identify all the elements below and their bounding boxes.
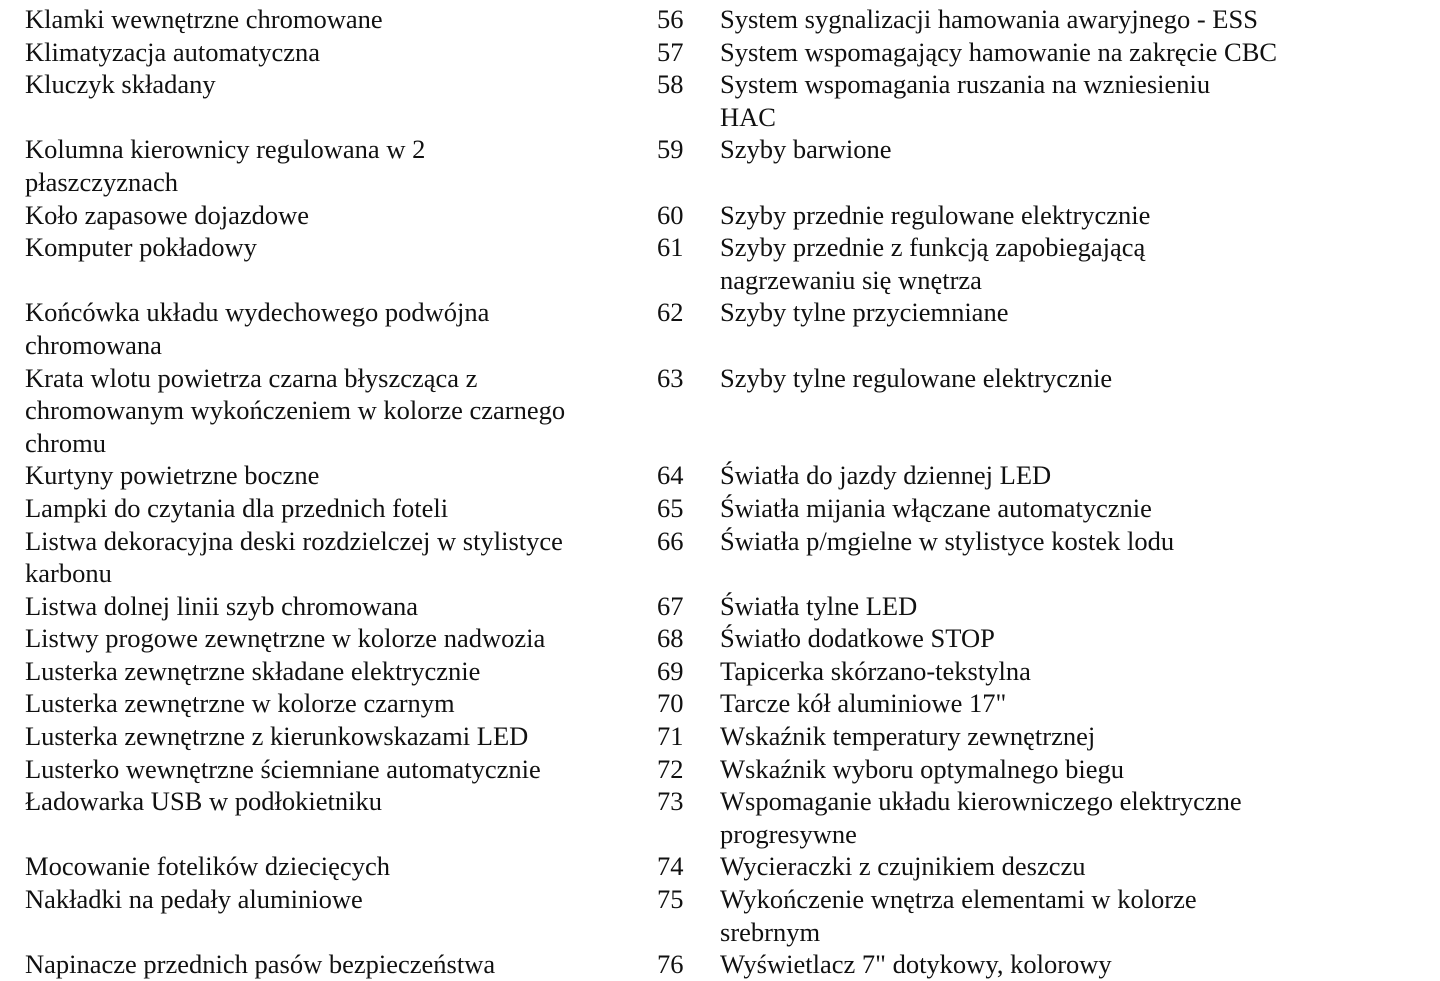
item-number: 72 (657, 753, 684, 784)
right-item-text: Wyświetlacz 7" dotykowy, kolorowy (720, 949, 1112, 980)
left-item-text: Listwa dolnej linii szyb chromowana (25, 590, 418, 621)
list-row (0, 753, 1440, 786)
right-item-text: Tarcze kół aluminiowe 17" (720, 688, 1007, 719)
item-number: 63 (657, 362, 684, 393)
left-item-text: Lusterka zewnętrzne z kierunkowskazami LED (25, 721, 529, 752)
right-item-text: Wspomaganie układu kierowniczego elektryczne progresywne (720, 786, 1242, 849)
right-item-text: System wspomagania ruszania na wzniesieniu HAC (720, 69, 1211, 132)
list-row (0, 948, 1440, 981)
left-item-text: Koło zapasowe dojazdowe (25, 199, 310, 230)
item-number: 59 (657, 134, 684, 165)
item-number: 67 (657, 590, 684, 621)
item-number: 73 (657, 786, 684, 817)
right-item-text: Szyby barwione (720, 134, 892, 165)
list-row (0, 590, 1440, 623)
left-item-text: Mocowanie fotelików dziecięcych (25, 851, 390, 882)
left-item-text: Klamki wewnętrzne chromowane (25, 4, 383, 34)
list-row (0, 296, 1440, 361)
left-item-text: Kolumna kierownicy regulowana w 2 płaszczyznach (25, 134, 426, 197)
left-item-text: Listwy progowe zewnętrzne w kolorze nadwozia (25, 623, 546, 654)
item-number: 76 (657, 949, 684, 980)
item-number: 71 (657, 721, 684, 752)
left-item-text: Listwa dekoracyjna deski rozdzielczej w stylistyce karbonu (25, 525, 563, 589)
item-number: 58 (657, 69, 684, 100)
right-item-text: Światła tylne LED (720, 590, 918, 621)
item-number: 62 (657, 297, 684, 328)
list-row (0, 36, 1440, 69)
item-number: 68 (657, 623, 684, 654)
list-row (0, 622, 1440, 655)
item-number: 75 (657, 884, 684, 915)
right-item-text: Tapicerka skórzano-tekstylna (720, 655, 1031, 686)
right-item-text: Wskaźnik temperatury zewnętrznej (720, 721, 1096, 752)
right-item-text: Wskaźnik wyboru optymalnego biegu (720, 753, 1125, 784)
left-item-text: Klimatyzacja automatyczna (25, 36, 321, 67)
right-item-text: Światła mijania włączane automatycznie (720, 492, 1152, 523)
list-row (0, 362, 1440, 460)
list-row (0, 850, 1440, 883)
item-number: 69 (657, 655, 684, 686)
left-item-text: Lampki do czytania dla przednich foteli (25, 492, 449, 523)
item-number: 56 (657, 4, 684, 34)
list-row (0, 883, 1440, 948)
left-item-text: Lusterka zewnętrzne w kolorze czarnym (25, 688, 455, 719)
left-item-text: Komputer pokładowy (25, 232, 257, 263)
list-row (0, 459, 1440, 492)
right-item-text: System wspomagający hamowanie na zakręcie CBC (720, 36, 1278, 67)
left-item-text: Nakładki na pedały aluminiowe (25, 884, 363, 915)
list-row (0, 525, 1440, 590)
list-row (0, 655, 1440, 688)
item-number: 65 (657, 492, 684, 523)
right-item-text: Światła do jazdy dziennej LED (720, 460, 1052, 491)
right-item-text: Światło dodatkowe STOP (720, 623, 995, 654)
list-row (0, 492, 1440, 525)
list-row (0, 231, 1440, 296)
left-item-text: Kluczyk składany (25, 69, 216, 100)
list-row (0, 785, 1440, 850)
list-row (0, 133, 1440, 198)
right-item-text: Szyby przednie regulowane elektrycznie (720, 199, 1151, 230)
item-number: 66 (657, 525, 684, 556)
left-item-text: Ładowarka USB w podłokietniku (25, 786, 382, 817)
right-item-text: Szyby przednie z funkcją zapobiegającą nagrzewaniu się wnętrza (720, 232, 1146, 295)
right-item-text: Szyby tylne regulowane elektrycznie (720, 362, 1113, 393)
right-item-text: System sygnalizacji hamowania awaryjnego - ESS (720, 4, 1258, 34)
item-number: 61 (657, 232, 684, 263)
item-number: 74 (657, 851, 684, 882)
left-item-text: Kurtyny powietrzne boczne (25, 460, 320, 491)
right-item-text: Wykończenie wnętrza elementami w kolorze srebrnym (720, 884, 1197, 947)
right-item-text: Wycieraczki z czujnikiem deszczu (720, 851, 1086, 882)
equipment-list (0, 3, 1440, 981)
item-number: 64 (657, 460, 684, 491)
item-number: 70 (657, 688, 684, 719)
item-number: 57 (657, 36, 684, 67)
item-number: 60 (657, 199, 684, 230)
left-item-text: Napinacze przednich pasów bezpieczeństwa (25, 949, 496, 980)
list-row (0, 687, 1440, 720)
left-item-text: Lusterka zewnętrzne składane elektrycznie (25, 655, 481, 686)
left-item-text: Lusterko wewnętrzne ściemniane automatycznie (25, 753, 541, 784)
right-item-text: Szyby tylne przyciemniane (720, 297, 1009, 328)
left-item-text: Krata wlotu powietrza czarna błyszcząca z chromowanym wykończeniem w kolorze czarnego chromu (25, 362, 566, 458)
left-item-text: Końcówka układu wydechowego podwójna chromowana (25, 297, 490, 360)
list-row (0, 199, 1440, 232)
list-row (0, 720, 1440, 753)
right-item-text: Światła p/mgielne w stylistyce kostek lodu (720, 525, 1175, 556)
list-row (0, 3, 1440, 36)
list-row (0, 68, 1440, 133)
